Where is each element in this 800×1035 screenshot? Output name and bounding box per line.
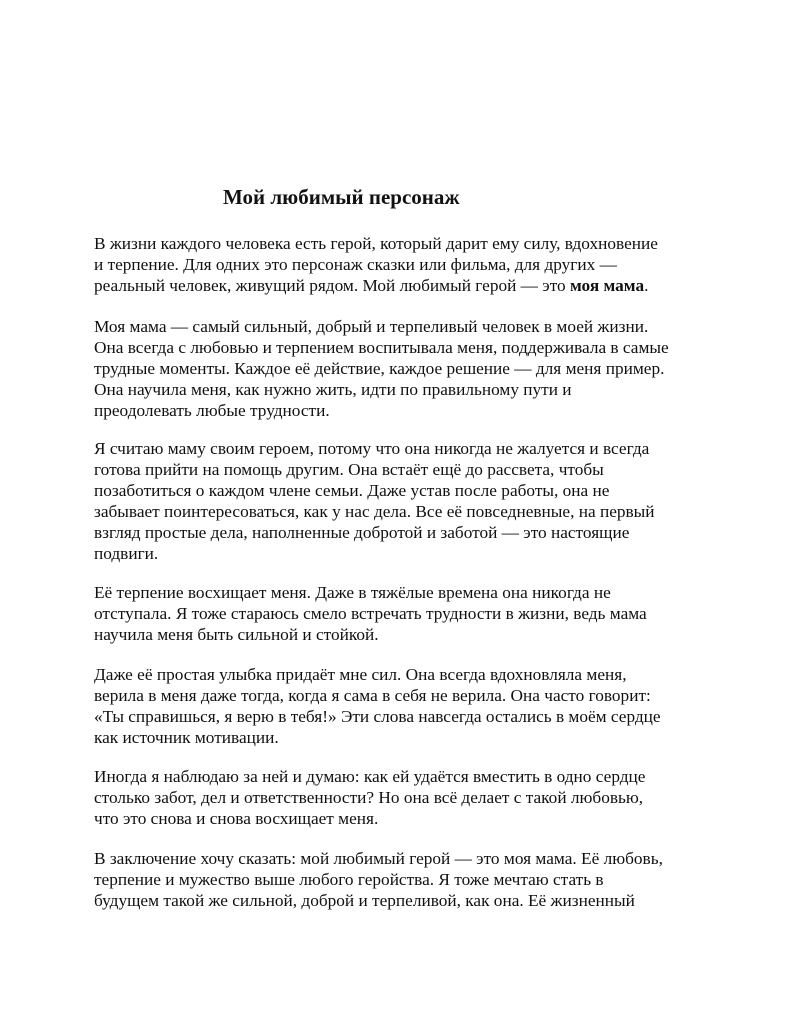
text-run: реальный человек, живущий рядом. Мой любимый герой — это <box>94 276 570 295</box>
text-run: . <box>644 276 649 295</box>
text-line: Она научила меня, как нужно жить, идти по правильному пути и <box>94 380 572 399</box>
text-line: и терпение. Для одних это персонаж сказки или фильма, для других — <box>94 255 617 274</box>
text-line: подвиги. <box>94 544 159 563</box>
text-line: что это снова и снова восхищает меня. <box>94 809 379 828</box>
text-line: будущем такой же сильной, доброй и терпеливой, как она. Её жизненный <box>94 891 635 910</box>
text-line: трудные моменты. Каждое её действие, каждое решение — для меня пример. <box>94 359 665 378</box>
text-line: терпение и мужество выше любого геройства. Я тоже мечтаю стать в <box>94 870 604 889</box>
paragraph-patience <box>94 582 734 645</box>
paragraph-observation <box>94 766 734 829</box>
text-line: как источник мотивации. <box>94 728 279 747</box>
text-line: забывает поинтересоваться, как у нас дела. Все её повседневные, на первый <box>94 502 655 521</box>
paragraph-hero-reason <box>94 438 734 564</box>
text-line: преодолевать любые трудности. <box>94 401 330 420</box>
text-line <box>94 275 734 296</box>
text-line: Она всегда с любовью и терпением воспитывала меня, поддерживала в самые <box>94 338 669 357</box>
text-line: верила в меня даже тогда, когда я сама в себя не верила. Она часто говорит: <box>94 686 651 705</box>
text-line: Даже её простая улыбка придаёт мне сил. Она всегда вдохновляла меня, <box>94 665 627 684</box>
paragraph-intro <box>94 233 734 296</box>
emphasis-text: моя мама <box>569 276 645 295</box>
text-line: Её терпение восхищает меня. Даже в тяжёлые времена она никогда не <box>94 583 611 602</box>
text-line: позаботиться о каждом члене семьи. Даже устав после работы, она не <box>94 481 610 500</box>
text-line: столько забот, дел и ответственности? Но она всё делает с такой любовью, <box>94 788 644 807</box>
paragraph-conclusion <box>94 848 734 911</box>
text-line: Моя мама — самый сильный, добрый и терпеливый человек в моей жизни. <box>94 317 649 336</box>
text-line: готова прийти на помощь другим. Она встаёт ещё до рассвета, чтобы <box>94 460 604 479</box>
text-line: научила меня быть сильной и стойкой. <box>94 625 379 644</box>
text-line: В заключение хочу сказать: мой любимый герой — это моя мама. Её любовь, <box>94 849 663 868</box>
page-title: Мой любимый персонаж <box>223 185 460 209</box>
text-line: взгляд простые дела, наполненные добротой и заботой — это настоящие <box>94 523 630 542</box>
text-line: отступала. Я тоже стараюсь смело встречать трудности в жизни, ведь мама <box>94 604 647 623</box>
paragraph-mother-description <box>94 316 734 421</box>
paragraph-smile <box>94 664 734 748</box>
text-line: В жизни каждого человека есть герой, который дарит ему силу, вдохновение <box>94 234 658 253</box>
text-line: Иногда я наблюдаю за ней и думаю: как ей удаётся вместить в одно сердце <box>94 767 646 786</box>
text-line: «Ты справишься, я верю в тебя!» Эти слова навсегда остались в моём сердце <box>94 707 661 726</box>
text-line: Я считаю маму своим героем, потому что она никогда не жалуется и всегда <box>94 439 650 458</box>
